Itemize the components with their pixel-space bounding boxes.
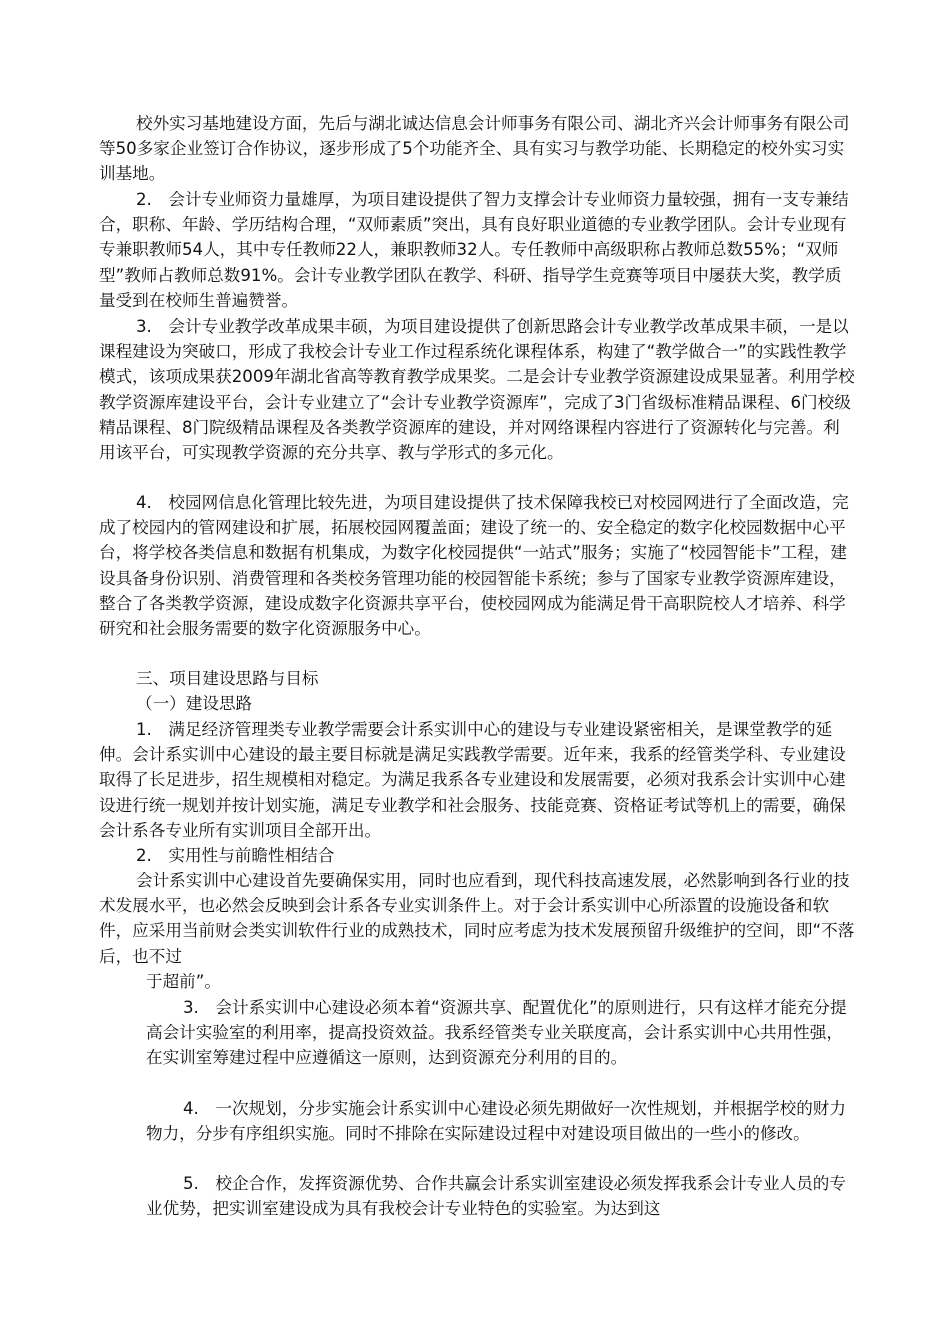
paragraph-school-enterprise: 5. 校企合作，发挥资源优势、合作共赢会计系实训室建设必须发挥我系会计专业人员的专业优势，把实训室建设成为具有我校会计专业特色的实验室。为达到这: [146, 1174, 846, 1219]
paragraph-ensure-practical: 会计系实训中心建设首先要确保实用，同时也应看到，现代科技高速发展，必然影响到各行业的技术发展水平，也必然会反映到会计系各专业实训条件上。对于会计系实训中心所添置的设施设备和软件，应采用当前财会类实训软件行业的成熟技术，同时应考虑为技术发展预留升级维护的空间，即“不落后，也不过: [99, 871, 855, 966]
paragraph-campus-network: 4. 校园网信息化管理比较先进，为项目建设提供了技术保障我校已对校园网进行了全面改造，完成了校园内的管网建设和扩展，拓展校园网覆盖面；建设了统一的、安全稳定的数字化校园数据中心平台，将学校各类信息和数据有机集成，为数字化校园提供“一站式”服务；实施了“校园智能卡”工程，建设具备身份识别、消费管理和各类校务管理功能的校园智能卡系统；参与了国家专业教学资源库建设，整合了各类教学资源，建设成数字化资源共享平台，使校园网成为能满足骨干高职院校人才培养、科学研究和社会服务需要的数字化资源服务中心。: [99, 493, 849, 639]
paragraph-faculty-strength: 2. 会计专业师资力量雄厚，为项目建设提供了智力支撑会计专业师资力量较强，拥有一支专兼结合，职称、年龄、学历结构合理，“双师素质”突出，具有良好职业道德的专业教学团队。会计专业现有专兼职教师54人，其中专任教师22人，兼职教师32人。专任教师中高级职称占教师总数55%；“双师型”教师占教师总数91%。会计专业教学团队在教学、科研、指导学生竞赛等项目中屡获大奖，教学质量受到在校师生普遍赞誉。: [99, 190, 849, 310]
paragraph-resource-sharing: 3. 会计系实训中心建设必须本着“资源共享、配置优化”的原则进行，只有这样才能充分提高会计实验室的利用率，提高投资效益。我系经管类专业关联度高，会计系实训中心共用性强，在实训室筹建过程中应遵循这一原则，达到资源充分利用的目的。: [146, 998, 847, 1068]
section-heading-3: 三、项目建设思路与目标: [136, 669, 319, 688]
paragraph-internship-bases: 校外实习基地建设方面，先后与湖北诚达信息会计师事务有限公司、湖北齐兴会计师事务有限公司等50多家企业签订合作协议，逐步形成了5个功能齐全、具有实习与教学功能、长期稳定的校外实习实训基地。: [99, 114, 850, 184]
paragraph-meet-teaching-needs: 1. 满足经济管理类专业教学需要会计系实训中心的建设与专业建设紧密相关，是课堂教学的延伸。会计系实训中心建设的最主要目标就是满足实践教学需要。近年来，我系的经管类学科、专业建设取得了长足进步，招生规模相对稳定。为满足我系各专业建设和发展需要，必须对我系会计实训中心建设进行统一规划并按计划实施，满足专业教学和社会服务、技能竞赛、资格证考试等机上的需要，确保会计系各专业所有实训项目全部开出。: [99, 720, 846, 840]
paragraph-teaching-reform: 3. 会计专业教学改革成果丰硕，为项目建设提供了创新思路会计专业教学改革成果丰硕，一是以课程建设为突破口，形成了我校会计专业工作过程系统化课程体系，构建了“教学做合一”的实践性教学模式，该项成果获2009年湖北省高等教育教学成果奖。二是会计专业教学资源建设成果显著。利用学校教学资源库建设平台，会计专业建立了“会计专业教学资源库”，完成了3门省级标准精品课程、6门校级精品课程、8门院级精品课程及各类教学资源库的建设，并对网络课程内容进行了资源转化与完善。利用该平台，可实现教学资源的充分共享、教与学形式的多元化。: [99, 317, 855, 463]
paragraph-practical-forward: 2. 实用性与前瞻性相结合: [136, 846, 335, 865]
subsection-heading-1: （一）建设思路: [136, 694, 253, 713]
paragraph-one-plan-steps: 4. 一次规划，分步实施会计系实训中心建设必须先期做好一次性规划，并根据学校的财力物力，分步有序组织实施。同时不排除在实际建设过程中对建设项目做出的一些小的修改。: [146, 1099, 846, 1144]
paragraph-not-too-advanced: 于超前”。: [146, 972, 221, 991]
